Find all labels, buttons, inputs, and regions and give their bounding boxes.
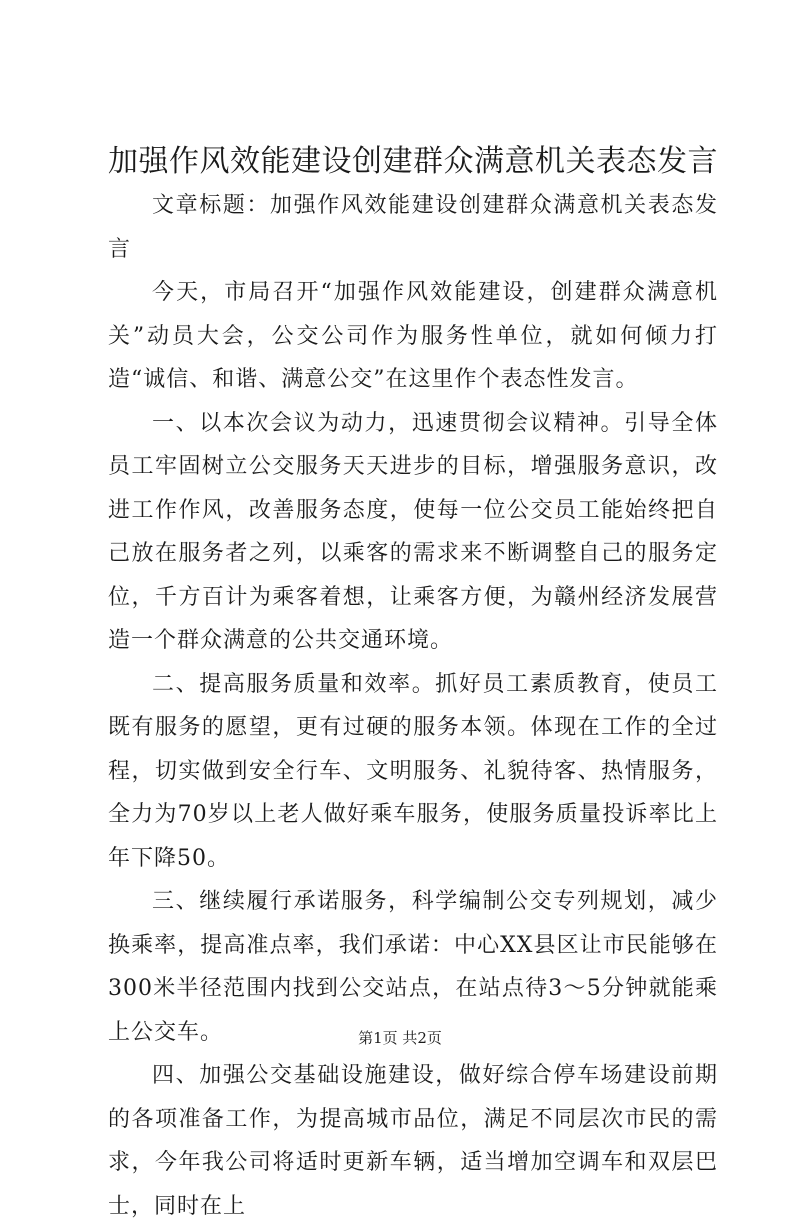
paragraph-intro: 今天，市局召开“加强作风效能建设，创建群众满意机关”动员大会，公交公司作为服务性单位，就如何倾力打造“诚信、和谐、满意公交”在这里作个表态性发言。 (108, 280, 718, 392)
paragraph-point-1: 一、以本次会议为动力，迅速贯彻会议精神。引导全体员工牢固树立公交服务天天进步的目标，增强服务意识，改进工作作风，改善服务态度，使每一位公交员工能始终把自己放在服务者之列，以乘客的需求来不断调整自己的服务定位，千方百计为乘客着想，让乘客方便，为赣州经济发展营造一个群众满意的公共交通环境。 (108, 410, 718, 653)
paragraph-point-3: 三、继续履行承诺服务，科学编制公交专列规划，减少换乘率，提高准点率，我们承诺：中心XX县区让市民能够在300米半径范围内找到公交站点，在站点待3～5分钟就能乘上公交车。 (108, 889, 718, 1045)
document-title: 加强作风效能建设创建群众满意机关表态发言 (108, 144, 718, 179)
paragraph-article-title: 文章标题：加强作风效能建设创建群众满意机关表态发言 (108, 193, 718, 262)
paragraph-point-4: 四、加强公交基础设施建设，做好综合停车场建设前期的各项准备工作，为提高城市品位，满足不同层次市民的需求，今年我公司将适时更新车辆，适当增加空调车和双层巴士，同时在上 (108, 1063, 718, 1219)
paragraph-point-2: 二、提高服务质量和效率。抓好员工素质教育，使员工既有服务的愿望，更有过硬的服务本领。体现在工作的全过程，切实做到安全行车、文明服务、礼貌待客、热情服务，全力为70岁以上老人做好乘车服务，使服务质量投诉率比上年下降50。 (108, 671, 718, 871)
document-body (108, 184, 718, 1228)
page-number: 第1页 共2页 (358, 1029, 442, 1047)
page-footer (0, 1028, 800, 1048)
